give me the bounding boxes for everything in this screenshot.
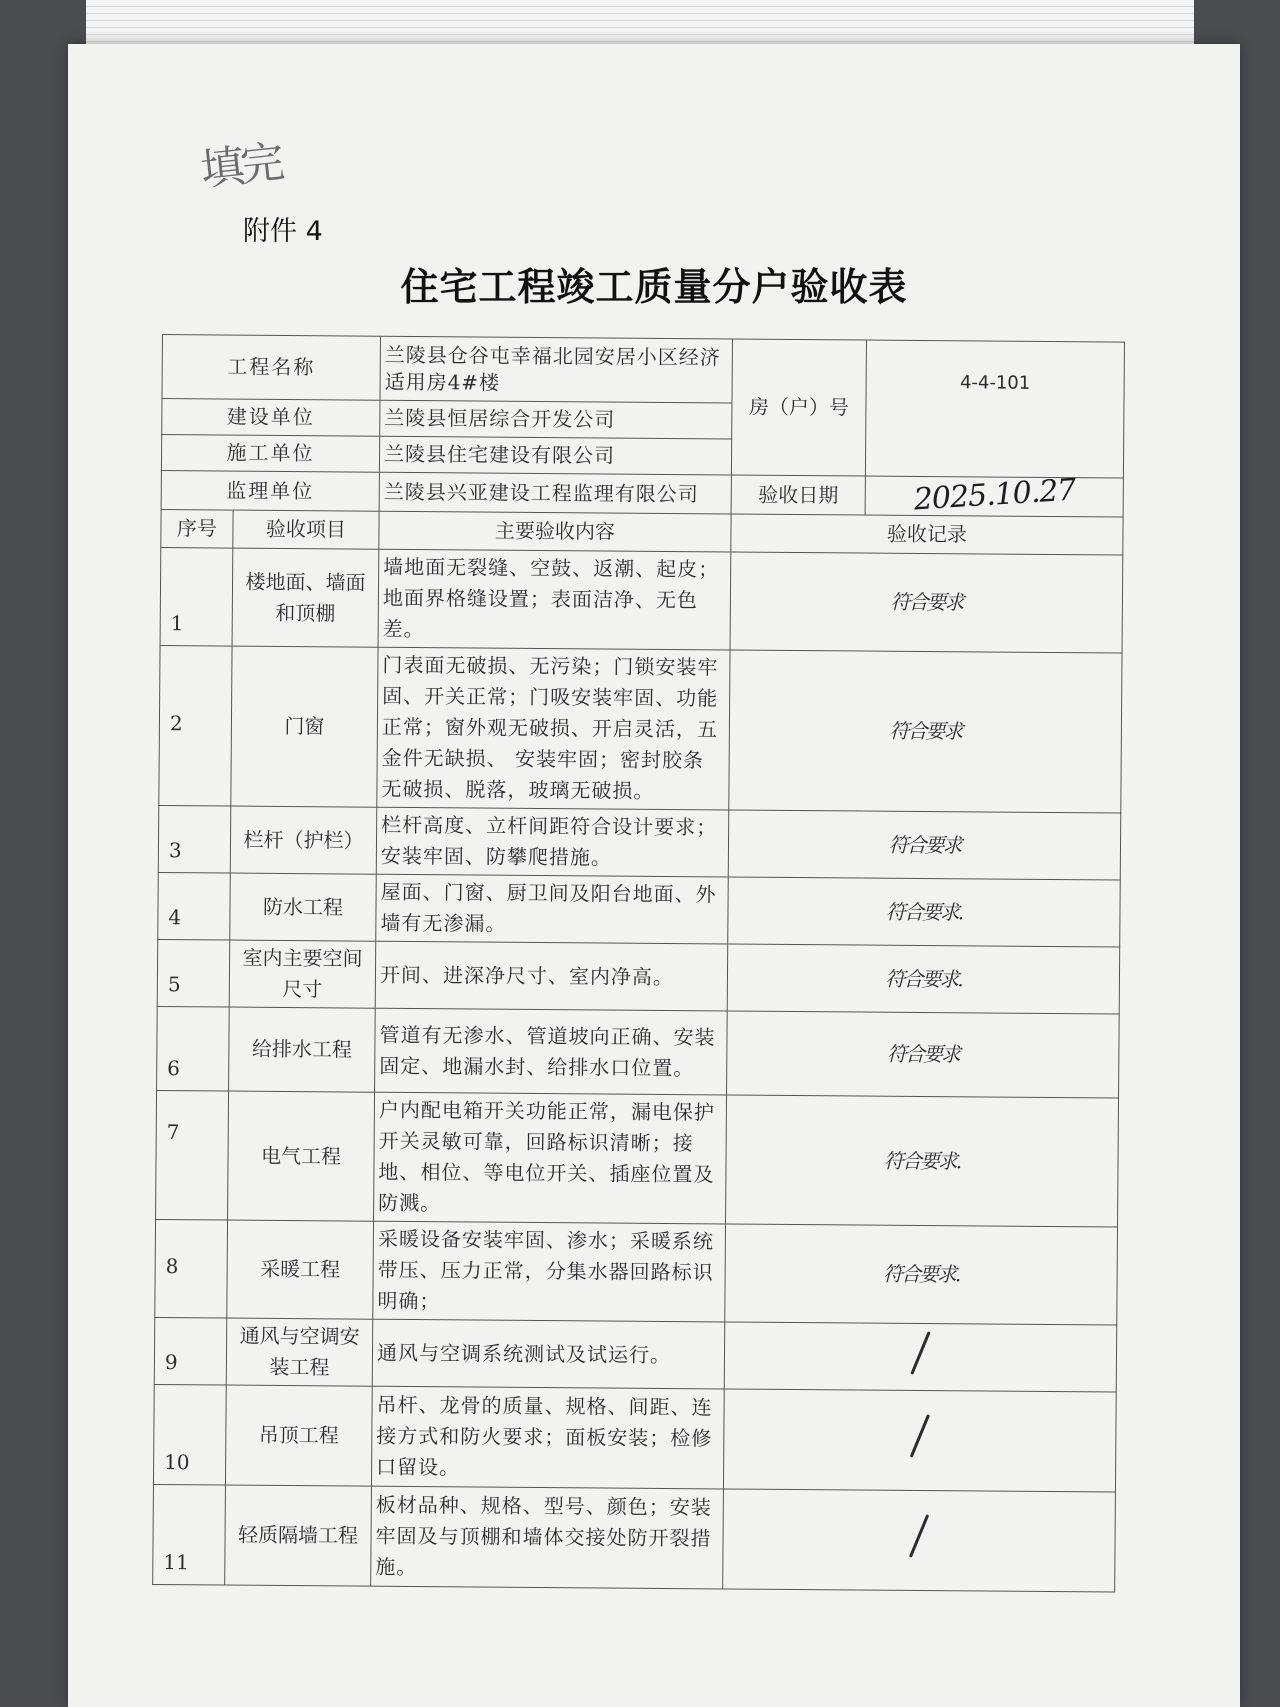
row-item: 门窗	[231, 646, 378, 807]
row-content: 板材品种、规格、型号、颜色；安装牢固及与顶棚和墙体交接处防开裂措施。	[371, 1486, 724, 1589]
builder: 兰陵县恒居综合开发公司	[380, 400, 732, 439]
row-content: 墙地面无裂缝、空鼓、返潮、起皮；地面界格缝设置；表面洁净、无色差。	[378, 549, 731, 650]
row-item: 楼地面、墙面和顶棚	[232, 548, 379, 647]
col-index-header: 序号	[161, 509, 233, 548]
supervisor: 兰陵县兴亚建设工程监理有限公司	[379, 472, 731, 514]
row-content: 开间、进深净尺寸、室内净高。	[375, 941, 728, 1011]
table-row	[158, 805, 1120, 880]
row-record-cell	[723, 1389, 1116, 1492]
row-index: 4	[158, 872, 231, 940]
row-record-cell	[723, 1489, 1116, 1592]
inspection-date-cell	[865, 472, 1123, 518]
date-label: 验收日期	[731, 475, 865, 515]
col-item-header: 验收项目	[233, 510, 379, 549]
row-record: 符合要求.	[726, 1095, 1119, 1227]
col-content-header: 主要验收内容	[379, 511, 731, 552]
row-content: 屋面、门窗、厨卫间及阳台地面、外墙有无渗漏。	[376, 874, 729, 944]
row-item: 吊顶工程	[225, 1385, 372, 1486]
row-index: 10	[153, 1384, 226, 1485]
row-record: 符合要求	[727, 1011, 1120, 1098]
unit-no-label: 房（户）号	[731, 339, 866, 476]
slash-mark-icon	[910, 1331, 930, 1375]
row-index: 11	[153, 1484, 226, 1585]
row-record: 符合要求	[728, 810, 1121, 880]
handwritten-note: 填完	[198, 136, 283, 197]
document-title: 住宅工程竣工质量分户验收表	[400, 265, 908, 309]
row-item: 轻质隔墙工程	[225, 1485, 372, 1586]
project-name: 兰陵县仓谷屯幸福北园安居小区经济适用房4#楼	[380, 336, 732, 403]
builder-label: 建设单位	[162, 399, 380, 437]
row-index: 8	[155, 1219, 228, 1318]
unit-no: 4-4-101	[865, 340, 1124, 478]
row-content: 通风与空调系统测试及试运行。	[372, 1319, 725, 1389]
row-content: 门表面无破损、无污染；门锁安装牢固、开关正常；门吸安装牢固、功能正常；窗外观无破损、开启灵活，五金件无缺损、 安装牢固；密封胶条无破损、脱落，玻璃无破损。	[377, 647, 730, 810]
slash-mark-icon	[910, 1414, 930, 1458]
document-page	[68, 44, 1240, 1707]
row-item: 电气工程	[228, 1091, 375, 1221]
row-index: 9	[154, 1317, 227, 1385]
row-item: 室内主要空间尺寸	[229, 940, 376, 1008]
contractor-label: 施工单位	[161, 435, 379, 473]
col-record-header: 验收记录	[731, 514, 1123, 555]
table-row	[159, 645, 1122, 813]
table-row	[153, 1484, 1116, 1592]
row-content: 管道有无渗水、管道坡向正确、安装固定、地漏水封、给排水口位置。	[375, 1008, 728, 1095]
row-index: 1	[160, 547, 233, 646]
row-item: 采暖工程	[227, 1220, 374, 1319]
row-index: 7	[156, 1090, 229, 1220]
table-row	[157, 1006, 1120, 1098]
attachment-label: 附件 4	[243, 216, 323, 247]
inspection-date: 2025.10.27	[912, 472, 1077, 518]
inspection-table	[152, 334, 1125, 1593]
row-record-cell	[724, 1322, 1117, 1392]
table-row	[154, 1317, 1116, 1392]
table-row	[157, 939, 1119, 1014]
table-row	[156, 1090, 1119, 1227]
row-index: 6	[157, 1006, 230, 1091]
slash-mark-icon	[909, 1514, 929, 1558]
row-record: 符合要求.	[725, 1224, 1118, 1325]
table-row	[158, 872, 1120, 947]
header-row-project	[162, 335, 1124, 407]
contractor: 兰陵县住宅建设有限公司	[379, 436, 731, 475]
row-record: 符合要求	[729, 650, 1122, 813]
row-item: 通风与空调安装工程	[226, 1318, 373, 1386]
row-content: 吊杆、龙骨的质量、规格、间距、连接方式和防火要求；面板安装；检修口留设。	[371, 1386, 724, 1489]
row-index: 5	[157, 939, 230, 1007]
row-record: 符合要求.	[727, 944, 1120, 1014]
row-content: 采暖设备安装牢固、渗水；采暖系统带压、压力正常，分集水器回路标识明确；	[373, 1221, 726, 1322]
row-item: 给排水工程	[229, 1007, 376, 1092]
table-row	[155, 1219, 1118, 1325]
row-index: 3	[158, 805, 231, 873]
row-item: 防水工程	[230, 873, 377, 941]
row-record: 符合要求.	[728, 877, 1121, 947]
row-content: 户内配电箱开关功能正常，漏电保护开关灵敏可靠，回路标识清晰；接地、相位、等电位开关、插座位置及防溅。	[374, 1092, 727, 1224]
row-record: 符合要求	[730, 552, 1123, 653]
project-name-label: 工程名称	[162, 335, 380, 401]
row-index: 2	[159, 645, 232, 806]
row-content: 栏杆高度、立杆间距符合设计要求；安装牢固、防攀爬措施。	[376, 807, 729, 877]
table-row	[153, 1384, 1116, 1492]
table-row	[160, 547, 1123, 653]
row-item: 栏杆（护栏）	[230, 806, 377, 874]
supervisor-label: 监理单位	[161, 470, 379, 511]
